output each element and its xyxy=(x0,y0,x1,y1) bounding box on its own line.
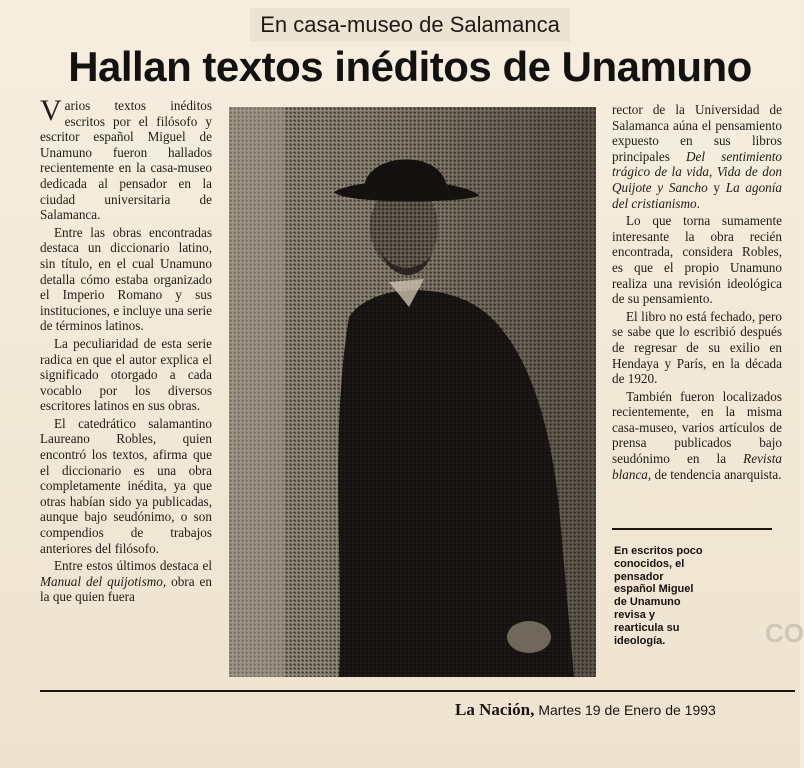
paragraph-text: arios textos inéditos escritos por el filósofo y escritor español Miguel de Unamuno fueron hallados recientemente en la casa-museo dedicada al pensador en la ciudad universitaria de Salamanca. xyxy=(40,98,212,223)
paragraph: Entre las obras encontradas destaca un diccionario latino, sin título, en el cual Unamuno detalla cómo estaba organizado el Imperio Romano y sus instituciones, e incluye una serie de términos latinos. xyxy=(40,224,212,334)
paragraph xyxy=(612,102,782,211)
book-title: Vida de don Quijote y Sancho xyxy=(612,164,783,195)
paragraph-text: rector de la Universidad de Salamanca aúna el pensamiento expuesto en sus libros principales xyxy=(612,102,782,164)
paragraph-text: , xyxy=(709,164,717,180)
caption-divider xyxy=(612,528,772,530)
paragraph: La peculiaridad de esta serie radica en que el autor explica el significado otorgado a cada vocablo por los diversos escritores latinos en sus obras. xyxy=(40,335,212,414)
paragraph xyxy=(40,94,212,223)
paragraph-text: , de tendencia anarquista. xyxy=(647,466,782,482)
paragraph-text: . xyxy=(696,195,700,211)
photo-caption: En escritos poco conocidos, el pensador español Miguel de Unamuno revisa y rearticula su ideología. xyxy=(614,545,703,647)
article-column-left xyxy=(40,94,212,678)
paragraph xyxy=(40,558,212,605)
paragraph xyxy=(612,389,782,483)
book-title: La agonía del cristianismo xyxy=(612,179,783,211)
newspaper-name: La Nación, xyxy=(455,700,535,719)
publication-date: Martes 19 de Enero de 1993 xyxy=(538,702,716,718)
portrait-photo xyxy=(229,107,596,677)
source-line xyxy=(455,700,775,720)
paragraph-text: y xyxy=(707,179,726,195)
publication-title: Revista blanca xyxy=(612,451,782,482)
paragraph: El catedrático salamantino Laureano Robles, quien encontró los textos, afirma que el diccionario es una obra completamente inédita, ya que otras habían sido ya publicadas, aunque bajo seudónimo, o son compendios de trabajos anteriores del filósofo. xyxy=(40,415,212,556)
headline: Hallan textos inéditos de Unamuno xyxy=(68,43,752,90)
kicker: En casa-museo de Salamanca xyxy=(250,8,570,42)
footer-divider xyxy=(40,690,795,692)
paragraph-text: Entre estos últimos destaca el xyxy=(54,558,212,574)
portrait-figure xyxy=(229,107,596,677)
paragraph: Lo que torna sumamente interesante la obra recién encontrada, considera Robles, es que el propio Unamuno realiza una revisión ideológica de su pensamiento. xyxy=(612,213,782,307)
book-title: Del sentimiento trágico de la vida xyxy=(612,148,783,180)
article-column-right xyxy=(612,102,782,522)
book-title: Manual del quijotismo xyxy=(40,573,163,589)
paragraph-text: , obra en la que quien fuera xyxy=(40,573,212,605)
drop-cap: V xyxy=(40,94,62,127)
bleed-through-mark: CO xyxy=(765,618,804,648)
paragraph-text: También fueron localizados recientemente, en la misma casa-museo, varios artículos de prensa publicados bajo seudónimo en la xyxy=(612,388,782,467)
paragraph: El libro no está fechado, pero se sabe que lo escribió después de regresar de su exilio en Hendaya y París, en la década de 1920. xyxy=(612,308,782,387)
